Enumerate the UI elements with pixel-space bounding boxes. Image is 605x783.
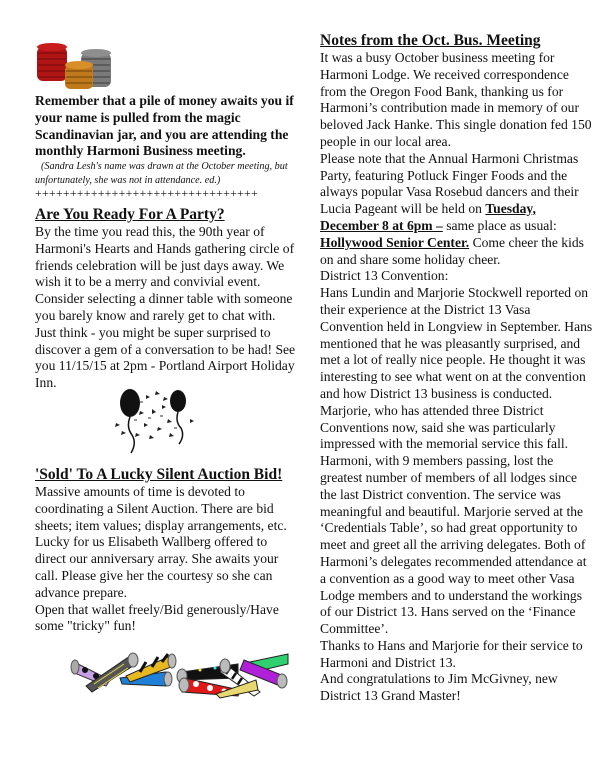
gold-coin-stack [65,61,93,89]
party-heading: Are You Ready For A Party? [35,206,225,223]
money-notice-text: Remember that a pile of money awaits you if your name is pulled from the magic Scandinavian jar, and you are attending the monthly Harmoni Business meeting. [35,93,294,159]
balloon-right [170,390,186,412]
balloon-right-string [177,412,183,444]
auction-body: Massive amounts of time is devoted to coordinating a Silent Auction. There are bid sheets; item values; display arrangements, etc. Lucky for us Elisabeth Wallberg offered to direct our anniversary array. She awaits your call. Please give her the courtesy so she can advance prepare. [35,484,287,600]
party-body: By the time you read this, the 90th year of Harmoni's Hearts and Hands gathering circle of friends celebration will be just days away. We wish it to be a merry and convivial event. Consider selecting a dinner table with someone you barely know and rarely get to chat with. Just think - you might be super surprised to discover a gem of a conversation to be had! See you 11/15/15 at 2pm - Portland Airport Holiday Inn. [35,224,296,391]
meeting-para-congrats: And congratulations to Jim McGivney, new District 13 Grand Master! [320,671,558,704]
coin-stacks-icon [35,41,115,91]
red-coin-stack [37,43,67,81]
party-horns-icon [70,650,290,700]
balloons-confetti-icon [110,383,200,458]
meeting-para-food-bank: It was a busy October business meeting for Harmoni Lodge. We received correspondence from the Oregon Food Bank, thanking us for Harmoni’s contribution made in memory of our beloved Jack Hanke. This single donation fed 150 people in our local area. [320,50,592,149]
balloon-left [120,389,140,417]
meeting-notes-heading: Notes from the Oct. Bus. Meeting [320,32,541,49]
meeting-para-convention: Hans Lundin and Marjorie Stockwell reported on their experience at the District 13 Vasa Convention held in Longview in September. Hans mentioned that he was pleasantly surprised, and met a lot of really nice people. He thought it was interesting to see what went on at the convention and how District 13 business is conducted. Marjorie, who has attended three District Conventions now, said she was particularly impressed with the memorial service this fall. Harmoni, with 9 members passing, lost the greatest number of members of all lodges since the last District convention. The service was meaningful and beautiful. Marjorie served at the ‘Credentials Table’, so had great opportunity to meet and greet all the arriving delegates. Both of Harmoni’s delegates recommended attendance at a convention as a good way to meet other Vasa Lodge members and to understand the workings of our District 13. Hans served on the ‘Finance Committee’. [320,285,593,637]
meeting-para-thanks: Thanks to Hans and Marjorie for their service to Harmoni and District 13. [320,637,583,670]
balloon-left-string [128,417,134,453]
auction-closing: Open that wallet freely/Bid generously/Have some "tricky" fun! [35,601,279,634]
convention-label: District 13 Convention: [320,268,449,284]
christmas-party-date: Tuesday, December 8 at 6pm – [320,201,536,233]
auction-heading: 'Sold' To A Lucky Silent Auction Bid! [35,466,283,483]
christmas-party-venue: Hollywood Senior Center. [320,234,470,250]
plus-divider: ++++++++++++++++++++++++++++++++ [35,187,258,201]
money-notice-note: (Sandra Lesh's name was drawn at the October meeting, but unfortunately, she was not in attendance. ed.) [35,161,288,186]
meeting-para-christmas-party: Please note that the Annual Harmoni Christmas Party, featuring Potluck Finger Foods and the always popular Vasa Rosebud dancers and their Lucia Pageant will be held on Tuesday, December 8 at 6pm – same place as usual: Hollywood Senior Center. Come cheer the kids on and share some holiday cheer. [320,150,584,267]
